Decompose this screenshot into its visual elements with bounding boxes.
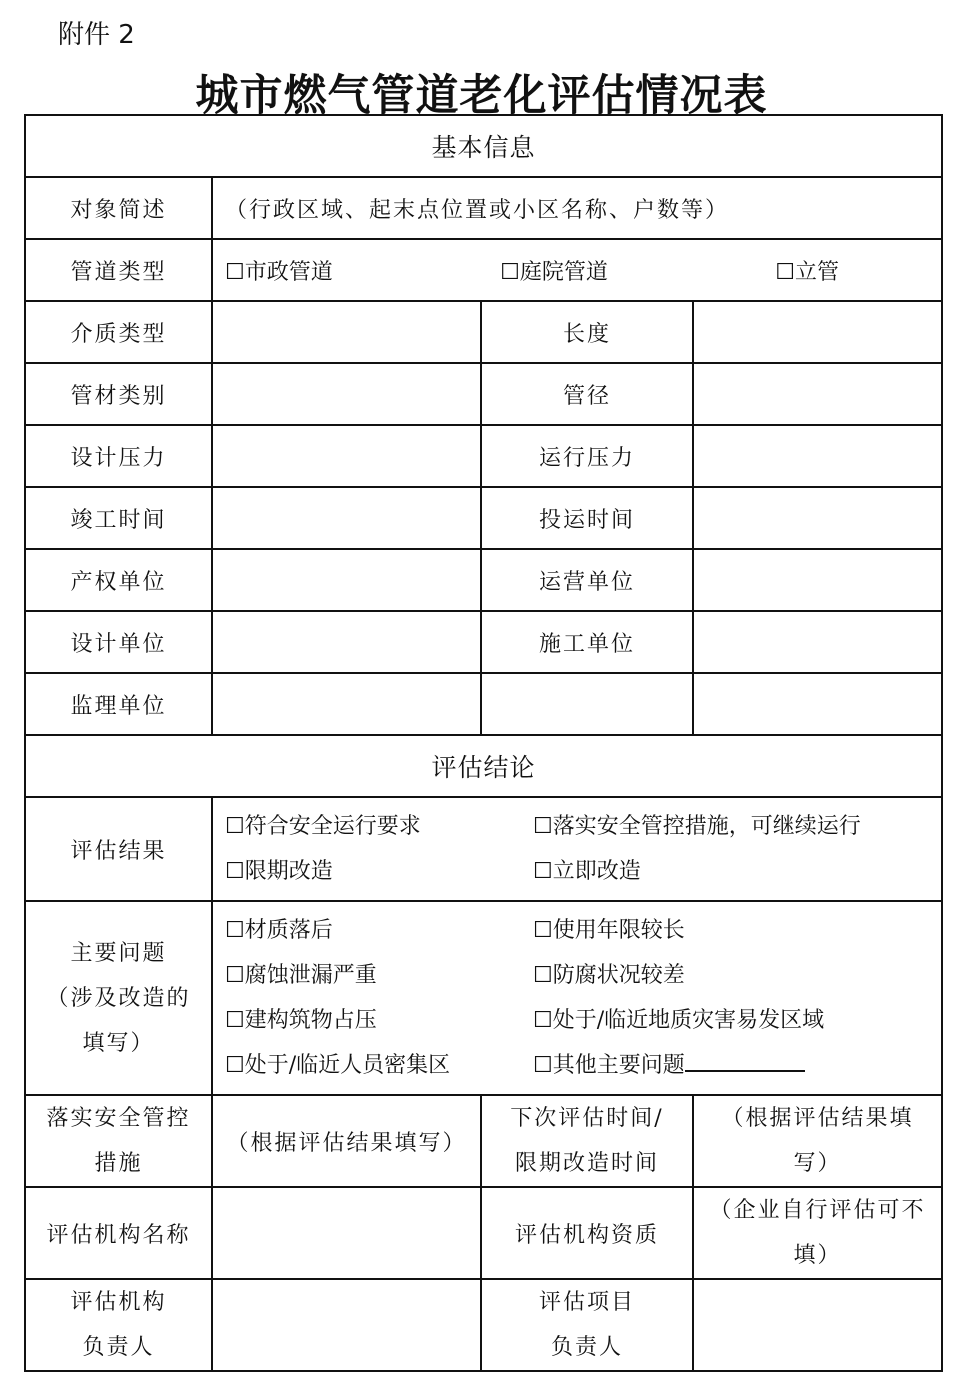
length-label: 长度 bbox=[481, 301, 693, 363]
diameter-label: 管径 bbox=[481, 363, 693, 425]
operator-unit-field[interactable] bbox=[693, 549, 942, 611]
completion-time-field[interactable] bbox=[212, 487, 481, 549]
project-head-label: 评估项目 负责人 bbox=[481, 1279, 693, 1371]
commissioning-time-field[interactable] bbox=[693, 487, 942, 549]
section-basic-info: 基本信息 bbox=[25, 115, 942, 177]
checkbox-outdated-material[interactable]: ☐材质落后 bbox=[225, 918, 333, 943]
length-field[interactable] bbox=[693, 301, 942, 363]
attachment-label: 附件 2 bbox=[58, 20, 135, 50]
main-issues-label: 主要问题 （涉及改造的 填写） bbox=[25, 901, 212, 1095]
checkbox-other-issues[interactable]: ☐其他主要问题 bbox=[533, 1053, 685, 1078]
section-conclusion: 评估结论 bbox=[25, 735, 942, 797]
completion-time-label: 竣工时间 bbox=[25, 487, 212, 549]
checkbox-renovate-immediately[interactable]: ☐立即改造 bbox=[533, 859, 641, 884]
next-eval-label: 下次评估时间/ 限期改造时间 bbox=[481, 1095, 693, 1187]
checkbox-continue-with-controls[interactable]: ☐落实安全管控措施，可继续运行 bbox=[533, 814, 861, 839]
checkbox-poor-anticorrosion[interactable]: ☐防腐状况较差 bbox=[533, 963, 685, 988]
material-type-field[interactable] bbox=[212, 363, 481, 425]
agency-head-field[interactable] bbox=[212, 1279, 481, 1371]
checkbox-meets-requirements[interactable]: ☐符合安全运行要求 bbox=[225, 814, 421, 839]
operator-unit-label: 运营单位 bbox=[481, 549, 693, 611]
other-issues-blank[interactable] bbox=[685, 1052, 805, 1072]
checkbox-geohazard-area[interactable]: ☐处于/临近地质灾害易发区域 bbox=[533, 1008, 825, 1033]
agency-name-field[interactable] bbox=[212, 1187, 481, 1279]
assessment-form-table bbox=[24, 114, 943, 1372]
owner-unit-field[interactable] bbox=[212, 549, 481, 611]
material-type-label: 管材类别 bbox=[25, 363, 212, 425]
owner-unit-label: 产权单位 bbox=[25, 549, 212, 611]
design-pressure-field[interactable] bbox=[212, 425, 481, 487]
agency-head-label: 评估机构 负责人 bbox=[25, 1279, 212, 1371]
checkbox-municipal-pipe[interactable]: ☐市政管道 bbox=[225, 259, 333, 285]
construction-unit-field[interactable] bbox=[693, 611, 942, 673]
measures-field[interactable]: （根据评估结果填写） bbox=[212, 1095, 481, 1187]
construction-unit-label: 施工单位 bbox=[481, 611, 693, 673]
project-head-field[interactable] bbox=[693, 1279, 942, 1371]
checkbox-long-service-life[interactable]: ☐使用年限较长 bbox=[533, 918, 685, 943]
checkbox-courtyard-pipe[interactable]: ☐庭院管道 bbox=[500, 259, 608, 285]
medium-type-label: 介质类型 bbox=[25, 301, 212, 363]
commissioning-time-label: 投运时间 bbox=[481, 487, 693, 549]
checkbox-riser-pipe[interactable]: ☐立管 bbox=[775, 259, 840, 285]
design-unit-field[interactable] bbox=[212, 611, 481, 673]
medium-type-field[interactable] bbox=[212, 301, 481, 363]
result-label: 评估结果 bbox=[25, 797, 212, 901]
checkbox-renovate-within-deadline[interactable]: ☐限期改造 bbox=[225, 859, 333, 884]
next-eval-field[interactable]: （根据评估结果填 写） bbox=[693, 1095, 942, 1187]
object-label: 对象简述 bbox=[25, 177, 212, 239]
agency-qualification-label: 评估机构资质 bbox=[481, 1187, 693, 1279]
pipe-type-label: 管道类型 bbox=[25, 239, 212, 301]
operating-pressure-field[interactable] bbox=[693, 425, 942, 487]
diameter-field[interactable] bbox=[693, 363, 942, 425]
supervisor-unit-field[interactable] bbox=[212, 673, 481, 735]
checkbox-crowded-area[interactable]: ☐处于/临近人员密集区 bbox=[225, 1053, 451, 1078]
checkbox-severe-corrosion-leak[interactable]: ☐腐蚀泄漏严重 bbox=[225, 963, 377, 988]
supervisor-unit-label: 监理单位 bbox=[25, 673, 212, 735]
page-title: 城市燃气管道老化评估情况表 bbox=[195, 71, 768, 121]
empty-cell bbox=[481, 673, 693, 735]
checkbox-building-occupation[interactable]: ☐建构筑物占压 bbox=[225, 1008, 377, 1033]
agency-name-label: 评估机构名称 bbox=[25, 1187, 212, 1279]
agency-qualification-field[interactable]: （企业自行评估可不 填） bbox=[693, 1187, 942, 1279]
empty-cell bbox=[693, 673, 942, 735]
design-unit-label: 设计单位 bbox=[25, 611, 212, 673]
measures-label: 落实安全管控 措施 bbox=[25, 1095, 212, 1187]
design-pressure-label: 设计压力 bbox=[25, 425, 212, 487]
object-field[interactable]: （行政区域、起末点位置或小区名称、户数等） bbox=[212, 177, 942, 239]
operating-pressure-label: 运行压力 bbox=[481, 425, 693, 487]
